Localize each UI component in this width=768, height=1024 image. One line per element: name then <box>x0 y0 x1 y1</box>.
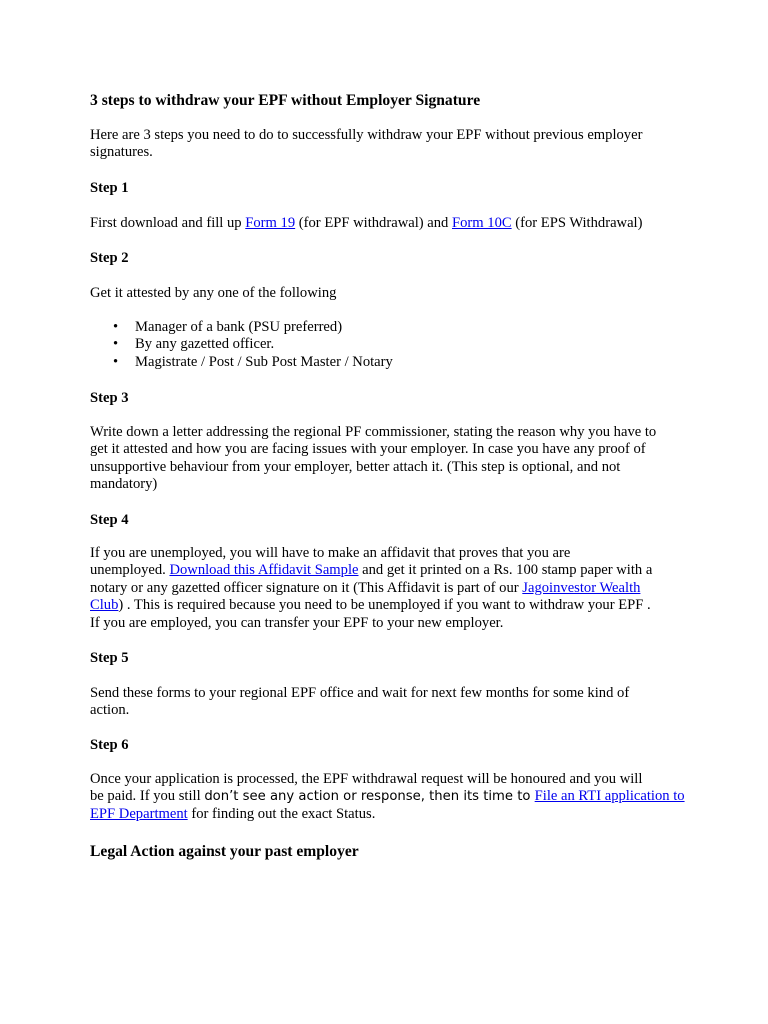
step-2-text: Get it attested by any one of the following <box>90 285 337 301</box>
step-1-text-c: (for EPS Withdrawal) <box>511 215 643 231</box>
step-3-line: mandatory) <box>90 476 158 493</box>
step-6-line: Once your application is processed, the EPF withdrawal request will be honoured and you will <box>90 771 643 787</box>
step-6-line <box>90 788 730 805</box>
form-10c-link[interactable]: Form 10C <box>452 215 512 231</box>
rti-application-link[interactable]: File an RTI application to <box>534 788 685 805</box>
step-1-paragraph <box>90 215 730 232</box>
attestation-list <box>90 319 690 371</box>
page-title: 3 steps to withdraw your EPF without Employer Signature <box>90 92 481 109</box>
step-4-line: If you are unemployed, you will have to make an affidavit that proves that you are <box>90 545 571 561</box>
step-4-line <box>90 580 730 597</box>
step-6-text: be paid. If you still <box>90 788 205 805</box>
list-item-text: Magistrate / Post / Sub Post Master / Notary <box>135 353 393 370</box>
bullet-icon: • <box>113 353 119 370</box>
step-4-text: notary or any gazetted officer signature on it (This Affidavit is part of our <box>90 579 523 596</box>
step-1-heading: Step 1 <box>90 180 129 196</box>
list-item <box>90 336 690 353</box>
rti-application-link-continued[interactable]: EPF Department <box>90 805 188 822</box>
legal-action-heading: Legal Action against your past employer <box>90 843 359 860</box>
step-3-line: get it attested and how you are facing issues with your employer. In case you have any proof of <box>90 441 646 458</box>
bullet-icon: • <box>113 319 119 335</box>
step-4-line <box>90 562 730 579</box>
step-6-line <box>90 806 730 823</box>
step-4-paragraph <box>90 545 730 632</box>
step-6-paragraph <box>90 771 730 823</box>
step-3-line: unsupportive behaviour from your employer, better attach it. (This step is optional, and not <box>90 458 621 475</box>
step-4-text: and get it printed on a Rs. 100 stamp paper with a <box>358 562 653 579</box>
intro-paragraph <box>90 127 690 162</box>
form-19-link[interactable]: Form 19 <box>245 215 296 231</box>
step-1-text-b: (for EPF withdrawal) and <box>295 215 452 231</box>
step-5-line: Send these forms to your regional EPF office and wait for next few months for some kind of <box>90 685 630 701</box>
step-5-line: action. <box>90 702 130 719</box>
step-4-heading: Step 4 <box>90 512 129 528</box>
step-4-text: ) . This is required because you need to be unemployed if you want to withdraw your EPF . <box>118 597 651 614</box>
list-item <box>90 354 690 371</box>
affidavit-sample-link[interactable]: Download this Affidavit Sample <box>169 562 359 579</box>
step-4-text: unemployed. <box>90 562 170 579</box>
list-item-text: Manager of a bank (PSU preferred) <box>135 319 343 335</box>
list-item <box>90 319 690 336</box>
step-6-text: for finding out the exact Status. <box>187 805 376 822</box>
list-item-text: By any gazetted officer. <box>135 336 275 353</box>
intro-text: Here are 3 steps you need to do to successfully withdraw your EPF without previous employer signatures. <box>90 127 643 161</box>
wealth-club-link[interactable]: Jagoinvestor Wealth <box>522 579 641 596</box>
step-3-line: Write down a letter addressing the regional PF commissioner, stating the reason why you have to <box>90 424 657 440</box>
bullet-icon: • <box>113 336 119 353</box>
step-6-text: don’t see any action or response, then its time to <box>204 789 535 805</box>
step-3-paragraph <box>90 424 730 494</box>
step-5-heading: Step 5 <box>90 650 129 666</box>
step-4-line <box>90 597 730 614</box>
step-1-text-a: First download and fill up <box>90 215 246 231</box>
step-2-heading: Step 2 <box>90 250 129 266</box>
step-6-heading: Step 6 <box>90 737 129 753</box>
wealth-club-link-continued[interactable]: Club <box>90 597 119 614</box>
step-4-line: If you are employed, you can transfer your EPF to your new employer. <box>90 614 504 631</box>
step-5-paragraph <box>90 685 730 720</box>
step-3-heading: Step 3 <box>90 390 129 406</box>
